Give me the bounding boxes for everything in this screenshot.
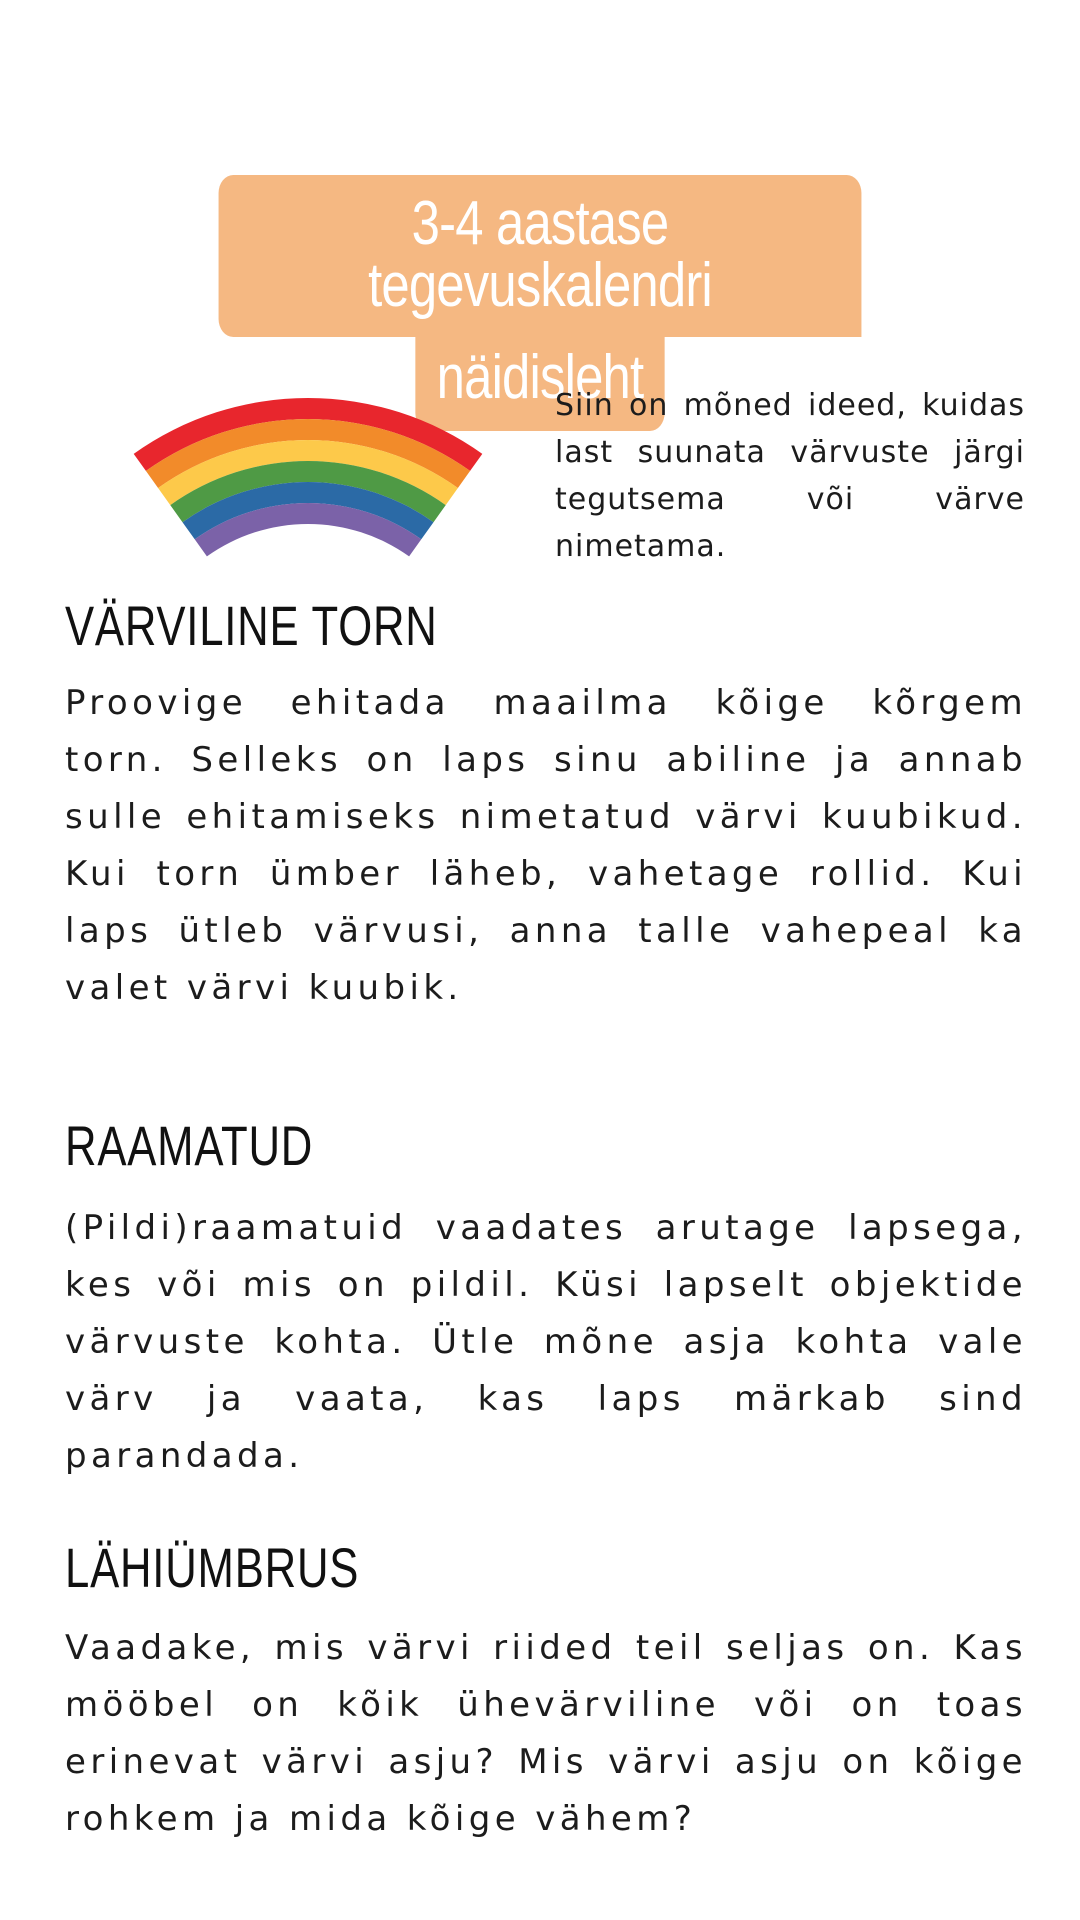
section-text-tower: Proovige ehitada maailma kõige kõrgem torn. Selleks on laps sinu abiline ja annab sulle ehitamiseks nimetatud värvi kuubikud. Kui torn ümber läheb, vahetage rollid. Kui laps ütleb värvusi, anna talle vahepeal ka valet värvi kuubik. xyxy=(65,683,1027,1008)
title-line-1: 3-4 aastase tegevuskalendri xyxy=(219,175,862,337)
rainbow-icon xyxy=(128,398,488,573)
title-line-2: näidisleht xyxy=(415,337,664,431)
section-heading-surroundings: LÄHIÜMBRUS xyxy=(65,1536,360,1599)
section-text-surroundings: Vaadake, mis värvi riided teil seljas on. Kas mööbel on kõik ühevärviline või on toas erinevat värvi asju? Mis värvi asju on kõige rohkem ja mida kõige vähem? xyxy=(65,1628,1027,1839)
section-text-books: (Pildi)raamatuid vaadates arutage lapsega, kes või mis on pildil. Küsi lapselt objektide värvuste kohta. Ütle mõne asja kohta vale värv ja vaata, kas laps märkab sind parandada. xyxy=(65,1208,1027,1476)
intro-text: Siin on mõned ideed, kuidas last suunata värvuste järgi tegutsema või värve nimetama. xyxy=(555,388,1025,564)
section-heading-books: RAAMATUD xyxy=(65,1114,314,1177)
section-heading-tower: VÄRVILINE TORN xyxy=(65,594,438,657)
